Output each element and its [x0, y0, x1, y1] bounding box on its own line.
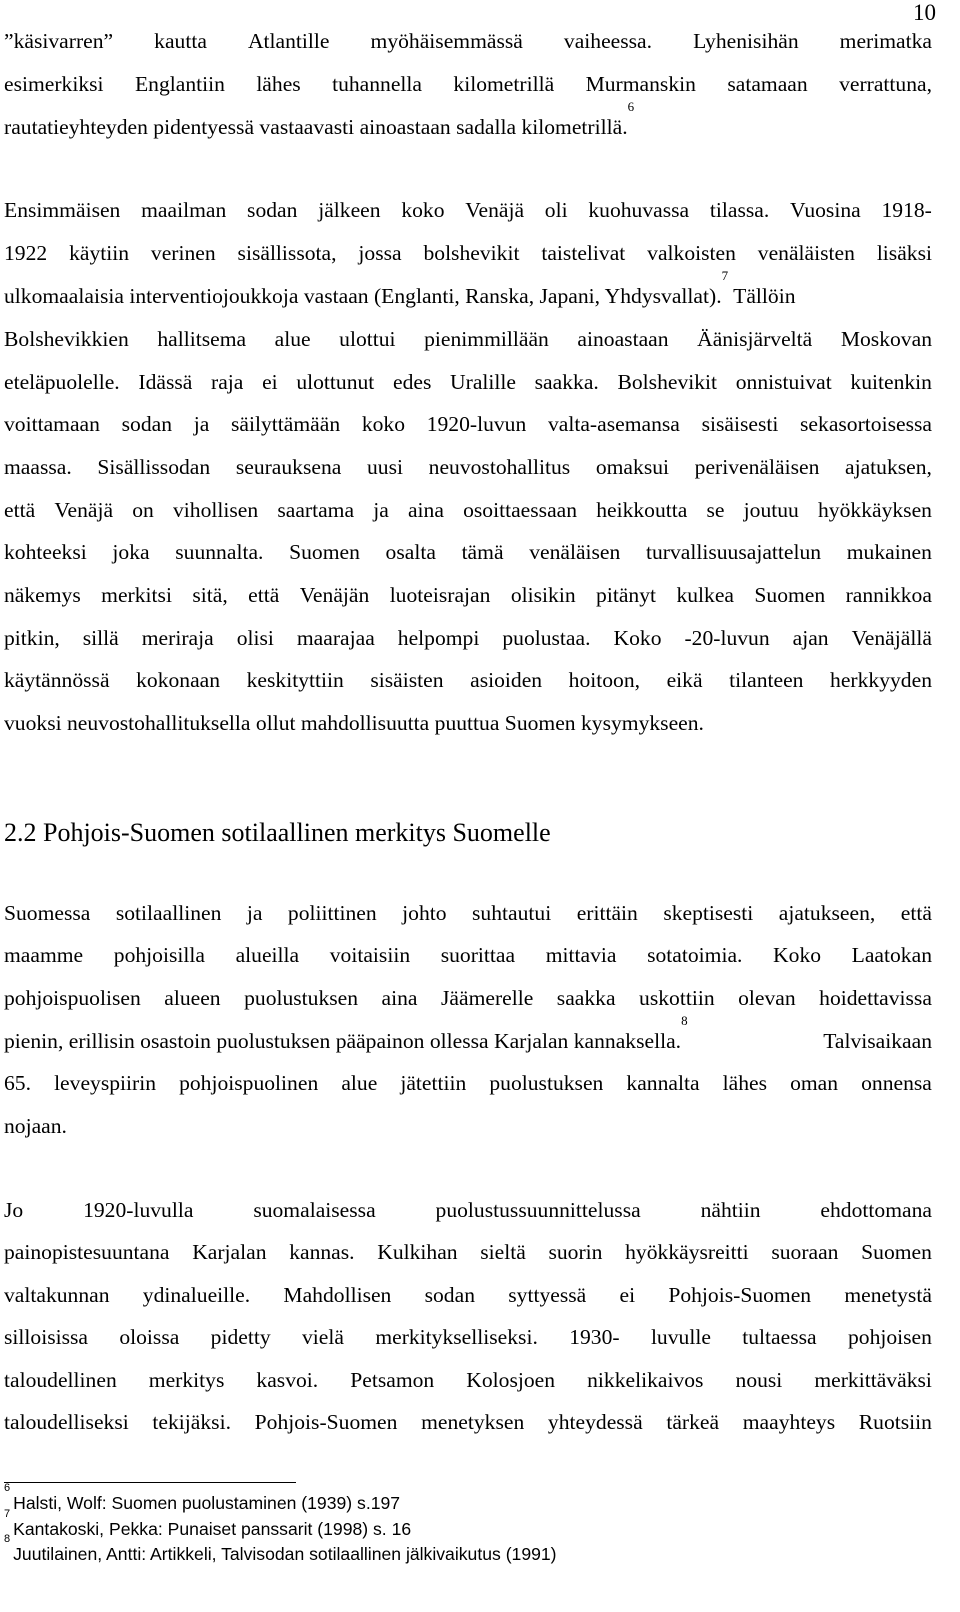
footnote-text: Kantakoski, Pekka: Punaiset panssarit (1998) s. 16: [13, 1519, 412, 1539]
word: poliittinen: [287, 901, 377, 925]
word: taistelivat: [541, 241, 626, 265]
body-line: [4, 666, 932, 694]
body-line: [4, 1323, 932, 1351]
word: leveyspiirin: [54, 1071, 157, 1095]
word: merimatka: [839, 29, 932, 53]
body-line: [4, 1069, 932, 1097]
word: Atlantille: [247, 29, 330, 53]
word: Venäjällä: [851, 626, 932, 650]
word: maarajaa: [296, 626, 375, 650]
word: käytännössä: [4, 668, 110, 692]
word: menetystä: [844, 1283, 932, 1307]
word: tämä: [461, 540, 504, 564]
word: että: [248, 583, 280, 607]
word: maayhteys: [742, 1410, 836, 1434]
footnote-ref: 8: [681, 1013, 688, 1028]
footnote-ref: 7: [721, 268, 729, 283]
word: sieltä: [480, 1240, 526, 1264]
body-line: [4, 368, 932, 396]
word: merkitsi: [101, 583, 172, 607]
word: venäläisten: [757, 241, 855, 265]
word: alue: [274, 327, 311, 351]
word: pohjoispuolisen: [4, 986, 141, 1010]
word: sotilaallinen: [115, 901, 222, 925]
word: valta-asemansa: [547, 412, 680, 436]
word: Äänisjärveltä: [697, 327, 813, 351]
body-text: ulkomaalaisia interventiojoukkoja vastaan (Englanti, Ranska, Japani, Yhdysvallat).: [4, 284, 722, 308]
word: pitänyt: [596, 583, 657, 607]
word: Idässä: [138, 370, 193, 394]
word: venäläisen: [529, 540, 621, 564]
word: Lyhenisihän: [693, 29, 799, 53]
word: voittamaan: [4, 412, 100, 436]
word: Koko: [773, 943, 822, 967]
body-line: [4, 1408, 932, 1436]
word: sisällissota,: [237, 241, 337, 265]
word: aina: [381, 986, 418, 1010]
word: onnensa: [861, 1071, 932, 1095]
word: puolustaa.: [502, 626, 591, 650]
word: Vuosina: [790, 198, 861, 222]
word: kohteeksi: [4, 540, 87, 564]
word: suorin: [548, 1240, 603, 1264]
word: Mahdollisen: [283, 1283, 392, 1307]
word: jätettiin: [400, 1071, 467, 1095]
word: Venäjä: [465, 198, 525, 222]
footnote: [4, 1482, 401, 1514]
word: vielä: [302, 1325, 344, 1349]
word: olisi: [236, 626, 274, 650]
word: saakka: [556, 986, 616, 1010]
word: 65.: [4, 1071, 31, 1095]
word: käytiin: [69, 241, 130, 265]
word: merkittäväksi: [814, 1368, 932, 1392]
word: heikkoutta: [596, 498, 688, 522]
body-line: [4, 196, 932, 224]
word: kasvoi.: [256, 1368, 319, 1392]
word: Karjalan: [192, 1240, 267, 1264]
word: koko: [401, 198, 445, 222]
word: olevan: [738, 986, 796, 1010]
word: onnistuivat: [735, 370, 832, 394]
word: satamaan: [727, 72, 808, 96]
word: saartama: [277, 498, 355, 522]
word: oloissa: [119, 1325, 180, 1349]
word: valkoisten: [647, 241, 736, 265]
word: se: [706, 498, 725, 522]
word: eteläpuolelle.: [4, 370, 120, 394]
word: sisäisesti: [701, 412, 779, 436]
word: tuhannella: [332, 72, 423, 96]
word: puolustuksen: [489, 1071, 604, 1095]
word: nousi: [735, 1368, 783, 1392]
body-line: [4, 941, 932, 969]
word: lähes: [256, 72, 301, 96]
word: Sisällissodan: [97, 455, 211, 479]
word: 1918-: [881, 198, 932, 222]
word: Petsamon: [350, 1368, 435, 1392]
word: kautta: [154, 29, 207, 53]
word: lisäksi: [876, 241, 932, 265]
word: kokonaan: [136, 668, 221, 692]
word: ulottunut: [296, 370, 375, 394]
word: Venäjä: [54, 498, 114, 522]
word: seurauksena: [235, 455, 342, 479]
word: tilanteen: [729, 668, 804, 692]
word: suorittaa: [440, 943, 516, 967]
word: tultaessa: [742, 1325, 817, 1349]
word: olisikin: [510, 583, 576, 607]
word: yhteydessä: [547, 1410, 643, 1434]
word: saakka.: [534, 370, 599, 394]
word: ajatuksen,: [845, 455, 932, 479]
footnote: [4, 1508, 412, 1540]
word: ajatukseen,: [778, 901, 876, 925]
body-line: [4, 410, 932, 438]
word: ja: [193, 412, 210, 436]
word: kannalta: [626, 1071, 700, 1095]
word: hyökkäyksen: [818, 498, 932, 522]
body-line-with-footnote-ref: [4, 1013, 932, 1055]
word: oli: [544, 198, 568, 222]
word: sitä,: [192, 583, 228, 607]
word: menetyksen: [421, 1410, 525, 1434]
word: Jo: [4, 1198, 24, 1222]
word: kuohuvassa: [588, 198, 690, 222]
word: suoraan: [771, 1240, 839, 1264]
word: turvallisuusajattelun: [645, 540, 822, 564]
word: kuitenkin: [850, 370, 932, 394]
word: osoittaessaan: [463, 498, 578, 522]
word: uusi: [367, 455, 403, 479]
word: Murmanskin: [585, 72, 696, 96]
word: ei: [619, 1283, 636, 1307]
footnote-text: Halsti, Wolf: Suomen puolustaminen (1939) s.197: [13, 1493, 401, 1513]
body-line: [4, 70, 932, 98]
word: skeptisesti: [663, 901, 754, 925]
word: esimerkiksi: [4, 72, 104, 96]
word: alueilla: [235, 943, 300, 967]
word: jossa: [358, 241, 402, 265]
body-text: Talvisaikaan: [823, 1029, 932, 1053]
word: ainoastaan: [577, 327, 669, 351]
word: eikä: [666, 668, 703, 692]
word: 1930-: [569, 1325, 620, 1349]
word: helpompi: [397, 626, 480, 650]
word: on: [132, 498, 154, 522]
word: sisäisten: [370, 668, 444, 692]
word: säilyttämään: [231, 412, 341, 436]
word: alueen: [164, 986, 221, 1010]
word: merkitys: [148, 1368, 225, 1392]
body-line: [4, 453, 932, 481]
word: maassa.: [4, 455, 72, 479]
word: nähtiin: [700, 1198, 761, 1222]
word: mittavia: [545, 943, 617, 967]
word: verinen: [150, 241, 216, 265]
body-line: [4, 325, 932, 353]
word: suunnalta.: [175, 540, 264, 564]
word: voitaisiin: [329, 943, 411, 967]
word: sodan: [121, 412, 173, 436]
body-line: [4, 496, 932, 524]
word: mukainen: [846, 540, 932, 564]
body-line: [4, 624, 932, 652]
word: Ruotsiin: [858, 1410, 932, 1434]
word: Suomen: [754, 583, 826, 607]
word: pienimmillään: [424, 327, 549, 351]
word: hoitoon,: [568, 668, 641, 692]
word: ehdottomana: [820, 1198, 932, 1222]
word: neuvostohallitus: [428, 455, 571, 479]
word: pohjoisilla: [113, 943, 205, 967]
body-text: pienin, erillisin osastoin puolustuksen pääpainon ollessa Karjalan kannaksella.: [4, 1029, 682, 1053]
body-text: Tällöin: [733, 284, 796, 308]
word: taloudelliseksi: [4, 1410, 129, 1434]
word: verrattuna,: [839, 72, 932, 96]
word: että: [4, 498, 36, 522]
word: Suomessa: [4, 901, 91, 925]
word: herkkyyden: [830, 668, 932, 692]
word: meriraja: [141, 626, 214, 650]
word: Suomen: [861, 1240, 932, 1264]
word: ajan: [792, 626, 829, 650]
footnote-ref: 6: [627, 99, 635, 114]
word: rannikkoa: [845, 583, 932, 607]
word: puolustuksen: [244, 986, 359, 1010]
body-line: [4, 984, 932, 1012]
word: hyökkäysreitti: [625, 1240, 749, 1264]
word: Venäjän: [299, 583, 370, 607]
word: Laatokan: [851, 943, 932, 967]
word: vihollisen: [172, 498, 259, 522]
body-line: [4, 239, 932, 267]
word: merkitykselliseksi.: [375, 1325, 538, 1349]
word: suomalaisessa: [253, 1198, 376, 1222]
footnote-number: 8: [4, 1533, 11, 1545]
body-line: nojaan.: [4, 1114, 67, 1138]
word: joutuu: [743, 498, 799, 522]
word: Ensimmäisen: [4, 198, 121, 222]
word: Jäämerelle: [441, 986, 534, 1010]
word: pohjoispuolinen: [179, 1071, 319, 1095]
word: luvulle: [650, 1325, 711, 1349]
footnote-number: 7: [4, 1508, 11, 1520]
section-heading: 2.2 Pohjois-Suomen sotilaallinen merkitys Suomelle: [4, 818, 551, 847]
word: maailman: [141, 198, 227, 222]
word: ydinalueille.: [142, 1283, 251, 1307]
word: 1922: [4, 241, 48, 265]
body-line: [4, 27, 932, 55]
word: Englantiin: [134, 72, 225, 96]
word: maamme: [4, 943, 84, 967]
word: että: [900, 901, 932, 925]
word: näkemys: [4, 583, 81, 607]
word: silloisissa: [4, 1325, 88, 1349]
word: kulkea: [676, 583, 734, 607]
word: sillä: [82, 626, 119, 650]
word: syttyessä: [508, 1283, 587, 1307]
word: perivenäläisen: [694, 455, 820, 479]
word: puolustussuunnittelussa: [435, 1198, 641, 1222]
word: nikkelikaivos: [587, 1368, 704, 1392]
word: pitkin,: [4, 626, 60, 650]
word: sodan: [247, 198, 298, 222]
word: alue: [341, 1071, 378, 1095]
word: pidetty: [210, 1325, 271, 1349]
word: Uralille: [450, 370, 516, 394]
word: ”käsivarren”: [4, 29, 114, 53]
word: kannas.: [289, 1240, 355, 1264]
word: valtakunnan: [4, 1283, 110, 1307]
word: tekijäksi.: [152, 1410, 231, 1434]
word: sodan: [424, 1283, 475, 1307]
word: ja: [373, 498, 389, 522]
body-text: rautatieyhteyden pidentyessä vastaavasti ainoastaan sadalla kilometrillä.: [4, 115, 628, 139]
word: jälkeen: [318, 198, 381, 222]
word: tärkeä: [666, 1410, 720, 1434]
word: osalta: [385, 540, 436, 564]
word: sotatoimia.: [647, 943, 743, 967]
body-line: [4, 581, 932, 609]
footnote-text: Juutilainen, Antti: Artikkeli, Talvisodan sotilaallinen jälkivaikutus (1991): [13, 1544, 557, 1564]
word: kilometrillä: [453, 72, 555, 96]
page-number: 10: [913, 0, 936, 25]
word: johto: [402, 901, 447, 925]
word: raja: [211, 370, 244, 394]
word: omaksui: [595, 455, 670, 479]
word: painopistesuuntana: [4, 1240, 170, 1264]
word: hoidettavissa: [819, 986, 932, 1010]
word: Bolshevikkien: [4, 327, 129, 351]
body-line-with-footnote-ref: [4, 99, 932, 141]
word: edes: [392, 370, 432, 394]
word: sekasortoisessa: [800, 412, 932, 436]
word: pohjoisen: [847, 1325, 932, 1349]
word: ja: [246, 901, 263, 925]
word: oman: [790, 1071, 839, 1095]
body-line-with-footnote-ref: [4, 268, 932, 310]
word: ulottui: [339, 327, 396, 351]
footnote-divider: [4, 1482, 296, 1483]
word: Suomen: [289, 540, 360, 564]
footnote: [4, 1533, 557, 1565]
word: Koko: [613, 626, 662, 650]
word: myöhäisemmässä: [370, 29, 523, 53]
word: Bolshevikit: [617, 370, 718, 394]
word: uskottiin: [639, 986, 715, 1010]
word: Kulkihan: [377, 1240, 458, 1264]
body-line: [4, 1238, 932, 1266]
word: suhtautui: [472, 901, 552, 925]
body-line: [4, 1366, 932, 1394]
word: -20-luvun: [684, 626, 770, 650]
word: bolshevikit: [423, 241, 520, 265]
word: koko: [361, 412, 406, 436]
word: ei: [262, 370, 278, 394]
body-line: [4, 1281, 932, 1309]
word: asioiden: [470, 668, 543, 692]
word: erittäin: [576, 901, 638, 925]
word: Pohjois-Suomen: [668, 1283, 812, 1307]
word: keskityttiin: [246, 668, 344, 692]
word: Kolosjoen: [466, 1368, 556, 1392]
word: 1920-luvun: [426, 412, 527, 436]
word: aina: [407, 498, 444, 522]
word: 1920-luvulla: [83, 1198, 194, 1222]
word: taloudellinen: [4, 1368, 117, 1392]
word: joka: [112, 540, 150, 564]
word: vaiheessa.: [563, 29, 653, 53]
word: tilassa.: [709, 198, 770, 222]
word: Moskovan: [840, 327, 932, 351]
word: hallitsema: [157, 327, 247, 351]
word: luoteisrajan: [389, 583, 491, 607]
word: lähes: [722, 1071, 767, 1095]
body-line: [4, 1196, 932, 1224]
body-line: vuoksi neuvostohallituksella ollut mahdollisuutta puuttua Suomen kysymykseen.: [4, 711, 704, 735]
body-line: [4, 538, 932, 566]
body-line: [4, 899, 932, 927]
footnote-number: 6: [4, 1482, 11, 1494]
word: Pohjois-Suomen: [254, 1410, 398, 1434]
